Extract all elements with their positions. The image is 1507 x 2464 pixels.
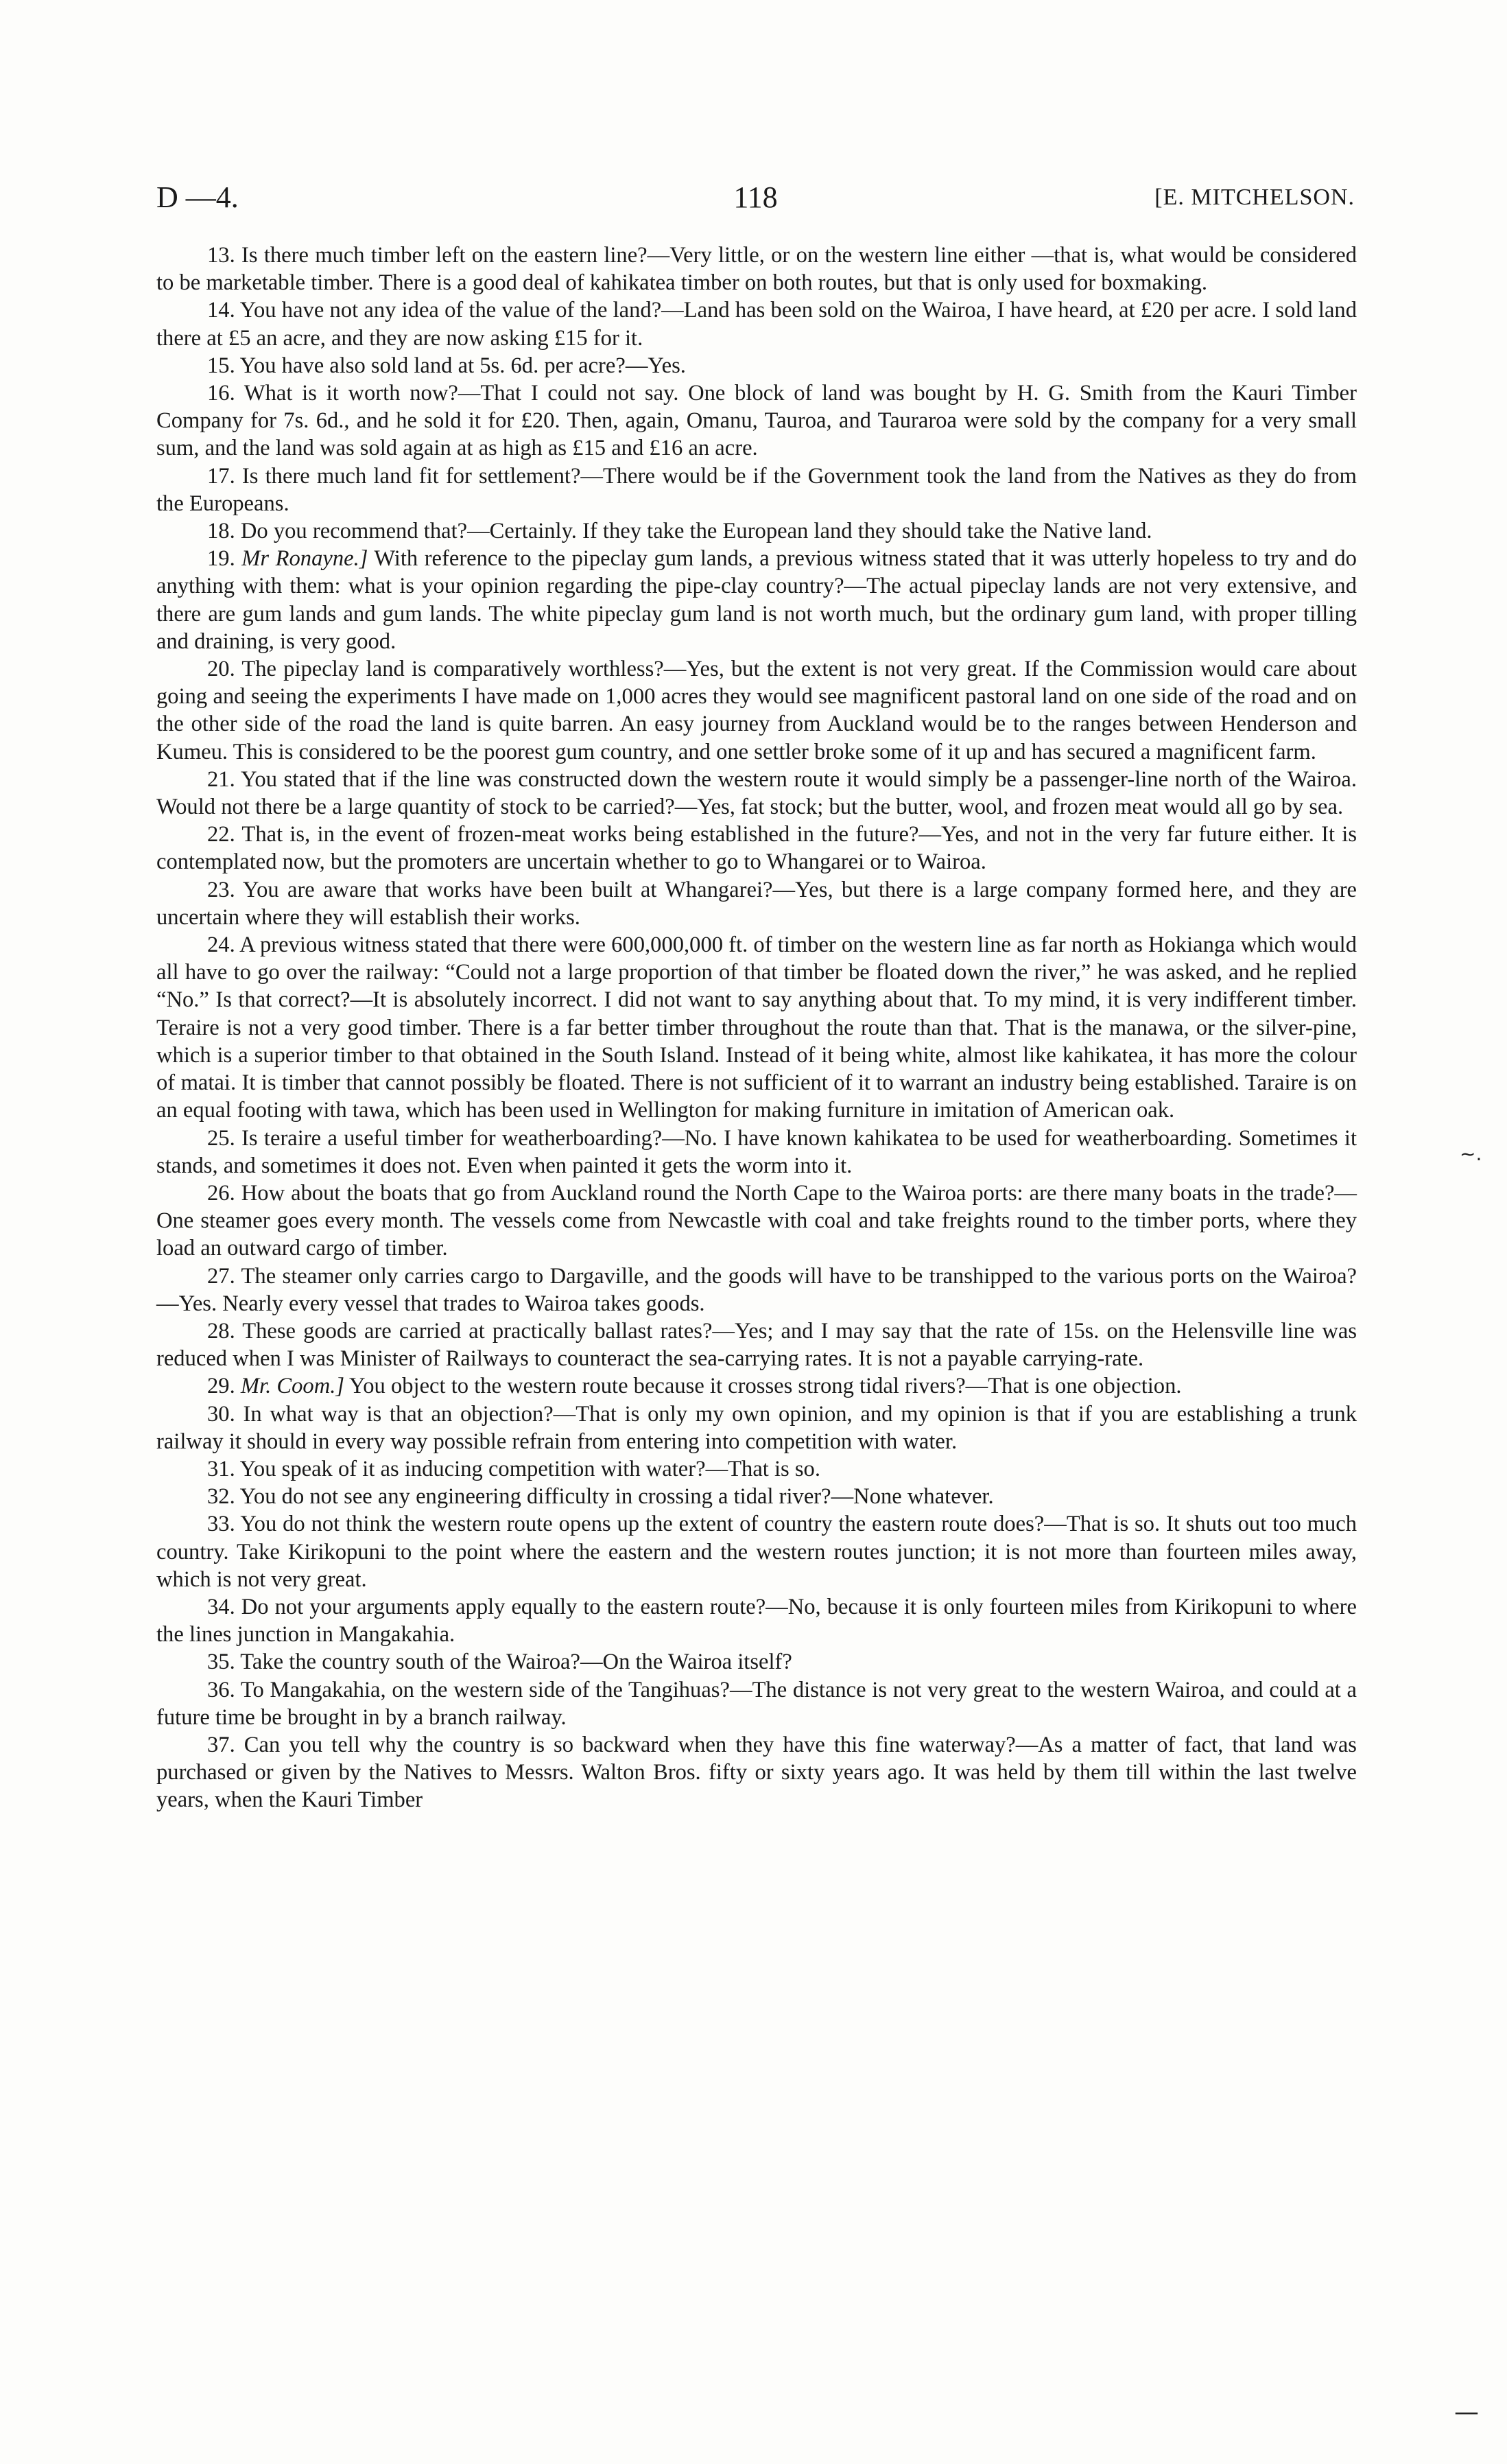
question-text: You stated that if the line was constructed down the western route it would simply be a passenger-line north of the Wairoa. Would not there be a large quantity of stock to be carried?—Yes, fat stock; but the butter, wool, and frozen meat would all go by sea.	[156, 766, 1357, 820]
question-number: 37.	[207, 1732, 235, 1757]
question-paragraph	[156, 379, 1357, 462]
speaker-name: Mr. Coom.]	[240, 1374, 345, 1399]
question-number: 36.	[207, 1677, 235, 1702]
question-text: In what way is that an objection?—That is only my own opinion, and my opinion is that if you are establishing a trunk railway it should in every way possible refrain from entering into competition with water.	[156, 1401, 1357, 1454]
question-text: You are aware that works have been built at Whangarei?—Yes, but there is a large company formed here, and they are uncertain where they will establish their works.	[156, 877, 1357, 930]
question-paragraph	[156, 545, 1357, 655]
question-text: You have not any idea of the value of the land?—Land has been sold on the Wairoa, I have heard, at £20 per acre. I sold land there at £5 an acre, and they are now asking £15 for it.	[156, 298, 1357, 351]
question-number: 13.	[207, 243, 235, 268]
question-text: What is it worth now?—That I could not say. One block of land was bought by H. G. Smith from the Kauri Timber Company for 7s. 6d., and he sold it for £20. Then, again, Omanu, Tauroa, and Tauraroa were sold by the company for a very small sum, and the land was sold again at as high as £15 and £16 an acre.	[156, 381, 1357, 461]
question-text: Is teraire a useful timber for weatherboarding?—No. I have known kahikatea to be used for weatherboarding. Sometimes it stands, and sometimes it does not. Even when painted it gets the worm into it.	[156, 1125, 1357, 1178]
question-paragraph	[156, 1317, 1357, 1372]
question-text: You do not see any engineering difficulty in crossing a tidal river?—None whatever.	[239, 1484, 994, 1510]
document-body	[156, 242, 1357, 1814]
question-text: You object to the western route because it crosses strong tidal rivers?—That is one objection.	[348, 1374, 1182, 1399]
question-text: You do not think the western route opens up the extent of country the eastern route does?—That is so. It shuts out too much country. Take Kirikopuni to the point where the eastern and the western routes junction; it is not more than fourteen miles away, which is not very great.	[156, 1512, 1357, 1592]
question-number: 24.	[207, 932, 235, 958]
question-number: 18.	[207, 519, 235, 544]
page-number: 118	[733, 180, 778, 214]
question-paragraph	[156, 1648, 1357, 1676]
question-paragraph	[156, 821, 1357, 876]
question-paragraph	[156, 876, 1357, 931]
question-paragraph	[156, 1125, 1357, 1180]
question-text: You speak of it as inducing competition with water?—That is so.	[239, 1456, 820, 1481]
question-paragraph	[156, 1483, 1357, 1510]
question-text: Is there much timber left on the eastern line?—Very little, or on the western line either —that is, what would be considered to be marketable timber. There is a good deal of kahikatea timber on both routes, but that is only used for boxmaking.	[156, 243, 1357, 296]
question-number: 15.	[207, 353, 235, 378]
question-paragraph	[156, 655, 1357, 766]
question-number: 23.	[207, 877, 235, 902]
question-paragraph	[156, 1676, 1357, 1731]
question-text: With reference to the pipeclay gum lands, a previous witness stated that it was utterly hopeless to try and do anything with them: what is your opinion regarding the pipe-clay country?—The actual pipeclay lands are not very extensive, and there are gum lands and gum lands. The white pipeclay gum land is not worth much, but the ordinary gum land, with proper tilling and draining, is very good.	[156, 546, 1357, 654]
question-number: 14.	[207, 298, 235, 323]
question-text: You have also sold land at 5s. 6d. per acre?—Yes.	[239, 353, 686, 378]
question-number: 34.	[207, 1594, 235, 1619]
question-number: 17.	[207, 463, 235, 489]
question-number: 33.	[207, 1512, 235, 1537]
question-text: The pipeclay land is comparatively worthless?—Yes, but the extent is not very great. If the Commission would care about going and seeing the experiments I have made on 1,000 acres they would see magnificent pastoral land on one side of the road and on the other side of the road the land is quite barren. An easy journey from Auckland would be to the ranges between Henderson and Kumeu. This is considered to be the poorest gum country, and one settler broke some of it up and has secured a magnificent farm.	[156, 657, 1357, 764]
question-paragraph	[156, 242, 1357, 296]
witness-name: [E. MITCHELSON.	[1154, 185, 1355, 210]
question-paragraph	[156, 352, 1357, 379]
speaker-name: Mr Ronayne.]	[241, 546, 368, 572]
question-text: A previous witness stated that there were 600,000,000 ft. of timber on the western line as far north as Hokianga which would all have to go over the railway: “Could not a large proportion of that timber be floated down the river,” he was asked, and he replied “No.” Is that correct?—It is absolutely incorrect. I did not want to say anything about that. To my mind, it is very indifferent timber. Teraire is not a very good timber. There is a far better timber throughout the route than that. That is the manawa, or the silver-pine, which is a superior timber to that obtained in the South Island. Instead of it being white, almost like kahikatea, it has more the colour of matai. It is timber that cannot possibly be floated. There is not sufficient of it to warrant an industry being established. Taraire is on an equal footing with tawa, which has been used in Wellington for making furniture in imitation of American oak.	[156, 932, 1357, 1123]
question-number: 19.	[207, 546, 235, 572]
question-paragraph	[156, 1593, 1357, 1648]
question-paragraph	[156, 931, 1357, 1124]
page-header	[156, 177, 1355, 218]
question-number: 26.	[207, 1180, 235, 1206]
question-paragraph	[156, 462, 1357, 517]
question-paragraph	[156, 296, 1357, 351]
question-paragraph	[156, 1400, 1357, 1455]
question-text: To Mangakahia, on the western side of the Tangihuas?—The distance is not very great to the western Wairoa, and could at a future time be brought in by a branch railway.	[156, 1677, 1357, 1730]
question-paragraph	[156, 1180, 1357, 1263]
question-text: Do not your arguments apply equally to the eastern route?—No, because it is only fourteen miles from Kirikopuni to where the lines junction in Mangakahia.	[156, 1594, 1357, 1647]
question-number: 21.	[207, 766, 235, 792]
question-number: 20.	[207, 657, 235, 682]
question-number: 32.	[207, 1484, 235, 1510]
question-text: Is there much land fit for settlement?—There would be if the Government took the land from the Natives as they do from the Europeans.	[156, 463, 1357, 516]
question-text: That is, in the event of frozen-meat works being established in the future?—Yes, and not in the very far future either. It is contemplated now, but the promoters are uncertain whether to go to Whangarei or to Wairoa.	[156, 822, 1357, 875]
question-paragraph	[156, 1455, 1357, 1483]
question-paragraph	[156, 1731, 1357, 1814]
question-number: 22.	[207, 822, 235, 847]
question-number: 28.	[207, 1318, 235, 1344]
question-text: The steamer only carries cargo to Dargaville, and the goods will have to be transhipped to the various ports on the Wairoa?—Yes. Nearly every vessel that trades to Wairoa takes goods.	[156, 1263, 1357, 1316]
question-number: 31.	[207, 1456, 235, 1481]
question-paragraph	[156, 1510, 1357, 1593]
question-text: Take the country south of the Wairoa?—On the Wairoa itself?	[240, 1650, 792, 1675]
question-number: 25.	[207, 1125, 235, 1151]
margin-mark-upper: ~.	[1460, 1142, 1482, 1165]
question-number: 30.	[207, 1401, 235, 1427]
question-text: Do you recommend that?—Certainly. If they take the European land they should take the Native land.	[240, 519, 1152, 544]
margin-mark-lower: —	[1454, 2398, 1479, 2426]
question-text: How about the boats that go from Auckland round the North Cape to the Wairoa ports: are there many boats in the trade?—One steamer goes every month. The vessels come from Newcastle with coal and take freights round to the timber ports, where they load an outward cargo of timber.	[156, 1180, 1357, 1261]
question-paragraph	[156, 766, 1357, 821]
question-text: These goods are carried at practically ballast rates?—Yes; and I may say that the rate of 15s. on the Helensville line was reduced when I was Minister of Railways to counteract the sea-carrying rates. It is not a payable carrying-rate.	[156, 1318, 1357, 1372]
question-number: 27.	[207, 1263, 235, 1289]
question-number: 29.	[207, 1374, 235, 1399]
paper-reference: D —4.	[156, 180, 239, 214]
question-paragraph	[156, 1263, 1357, 1317]
question-number: 35.	[207, 1650, 235, 1675]
question-number: 16.	[207, 381, 235, 406]
question-text: Can you tell why the country is so backward when they have this fine waterway?—As a matter of fact, that land was purchased or given by the Natives to Messrs. Walton Bros. fifty or sixty years ago. It was held by them till within the last twelve years, when the Kauri Timber	[156, 1732, 1357, 1813]
question-paragraph	[156, 1372, 1357, 1400]
question-paragraph	[156, 517, 1357, 545]
